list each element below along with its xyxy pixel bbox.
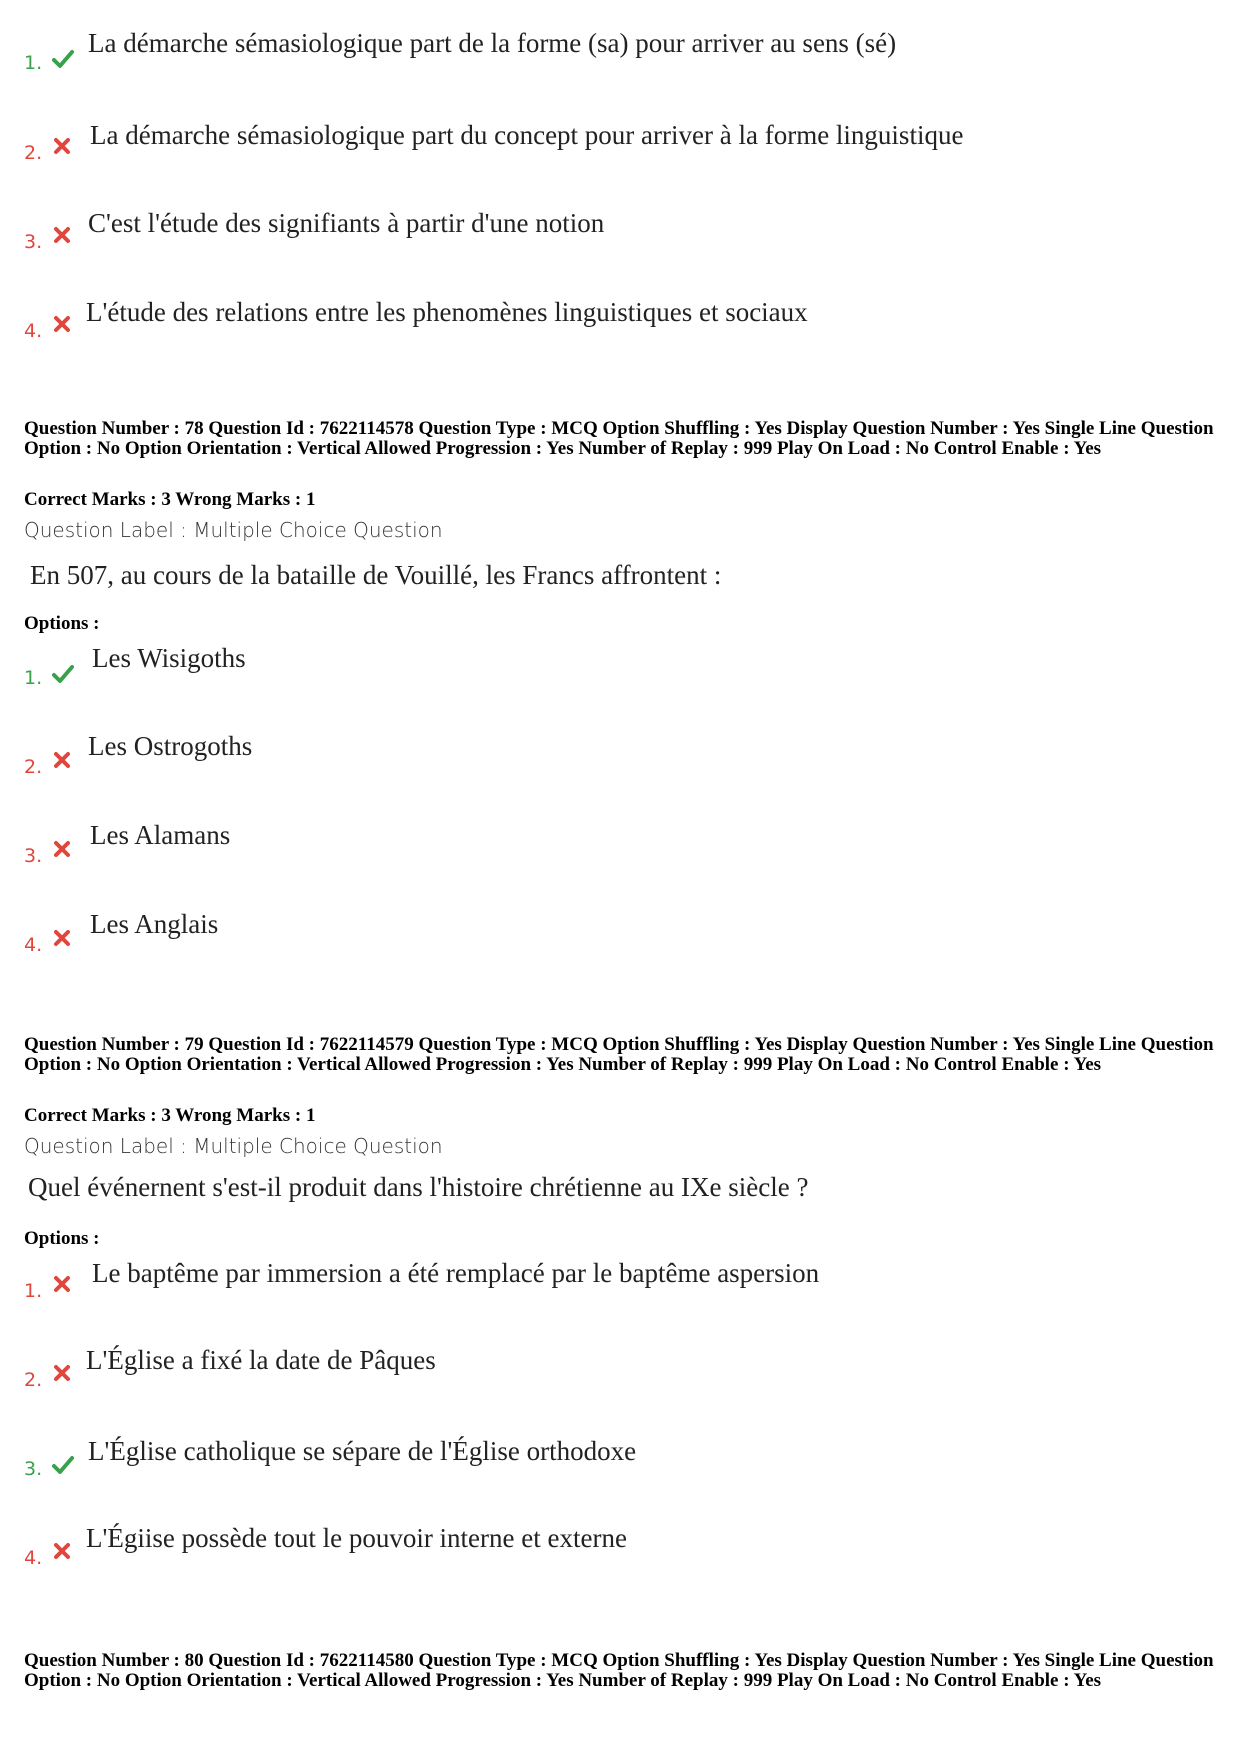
option-number: 1. [24,667,43,689]
question-meta: Question Number : 78 Question Id : 7622114578 Question Type : MCQ Option Shuffling : Yes Display Question Number : Yes Single Line Question Option : No Option Orientation : Vertical Allowed Progression : Yes Number of Replay : 999 Play On Load : No Control Enable : Yes [24,418,1214,459]
option-text: C'est l'étude des signifiants à partir d'une notion [88,208,605,238]
options-header: Options : [24,1228,100,1249]
question-label: Question Label : Multiple Choice Question [24,1134,443,1158]
option-text: La démarche sémasiologique part du concept pour arriver à la forme linguistique [90,120,964,150]
check-icon [50,46,76,72]
option-number: 2. [24,1369,43,1391]
option-number: 1. [24,52,43,74]
option-text: L'Église catholique se sépare de l'Église orthodoxe [88,1436,637,1466]
option-number: 4. [24,934,43,956]
question-label: Question Label : Multiple Choice Question [24,518,443,542]
cross-icon [52,314,72,334]
option-text: Les Alamans [90,820,231,850]
option-number: 3. [24,231,43,253]
option-number: 4. [24,320,43,342]
check-icon [50,1452,76,1478]
option-text: L'Égiise possède tout le pouvoir interne et externe [86,1523,627,1553]
cross-icon [52,1541,72,1561]
check-icon [50,661,76,687]
cross-icon [52,1274,72,1294]
option-text: Les Wisigoths [92,643,246,673]
option-text: Le baptême par immersion a été remplacé par le baptême aspersion [92,1258,820,1288]
cross-icon [52,750,72,770]
option-number: 1. [24,1280,43,1302]
option-text: La démarche sémasiologique part de la forme (sa) pour arriver au sens (sé) [88,28,897,58]
option-number: 2. [24,756,43,778]
options-header: Options : [24,613,100,634]
cross-icon [52,1363,72,1383]
option-number: 4. [24,1547,43,1569]
option-number: 3. [24,1458,43,1480]
question-text: Quel événernent s'est-il produit dans l'histoire chrétienne au IXe siècle ? [28,1172,809,1202]
question-text: En 507, au cours de la bataille de Vouillé, les Francs affrontent : [30,560,722,590]
option-text: L'Église a fixé la date de Pâques [86,1345,436,1375]
cross-icon [52,928,72,948]
question-marks: Correct Marks : 3 Wrong Marks : 1 [24,1105,316,1126]
option-text: L'étude des relations entre les phenomènes linguistiques et sociaux [86,297,808,327]
cross-icon [52,136,72,156]
question-meta: Question Number : 80 Question Id : 7622114580 Question Type : MCQ Option Shuffling : Yes Display Question Number : Yes Single Line Question Option : No Option Orientation : Vertical Allowed Progression : Yes Number of Replay : 999 Play On Load : No Control Enable : Yes [24,1650,1214,1691]
cross-icon [52,839,72,859]
option-text: Les Ostrogoths [88,731,253,761]
option-number: 3. [24,845,43,867]
question-marks: Correct Marks : 3 Wrong Marks : 1 [24,489,316,510]
cross-icon [52,225,72,245]
question-meta: Question Number : 79 Question Id : 7622114579 Question Type : MCQ Option Shuffling : Yes Display Question Number : Yes Single Line Question Option : No Option Orientation : Vertical Allowed Progression : Yes Number of Replay : 999 Play On Load : No Control Enable : Yes [24,1034,1214,1075]
option-number: 2. [24,142,43,164]
option-text: Les Anglais [90,909,219,939]
